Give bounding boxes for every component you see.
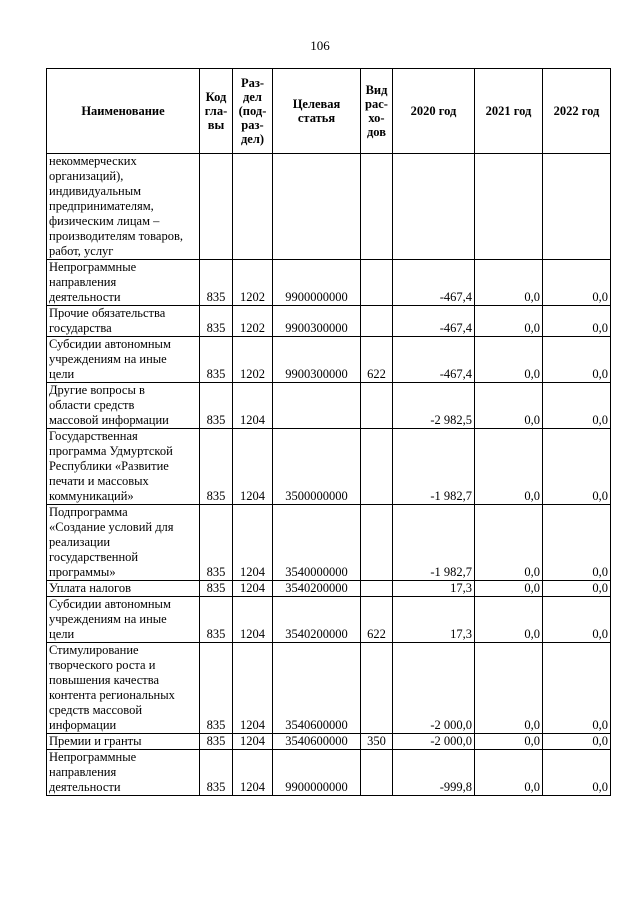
- cell-year-2020: -2 000,0: [393, 643, 475, 734]
- cell-chapter-code: 835: [200, 260, 233, 306]
- table-row: [47, 734, 611, 750]
- cell-chapter-code: 835: [200, 383, 233, 429]
- header-expense-type: Вид рас- хо- дов: [361, 69, 393, 154]
- cell-year-2022: 0,0: [543, 429, 611, 505]
- cell-year-2022: 0,0: [543, 643, 611, 734]
- cell-year-2022: 0,0: [543, 750, 611, 796]
- cell-year-2022: 0,0: [543, 337, 611, 383]
- cell-year-2021: 0,0: [475, 734, 543, 750]
- cell-name: Субсидии автономным учреждениям на иные цели: [47, 597, 200, 643]
- cell-chapter-code: 835: [200, 337, 233, 383]
- cell-section: 1204: [233, 505, 273, 581]
- table-row: [47, 505, 611, 581]
- cell-year-2020: -2 982,5: [393, 383, 475, 429]
- cell-expense-type: 622: [361, 597, 393, 643]
- cell-expense-type: [361, 260, 393, 306]
- cell-year-2020: 17,3: [393, 597, 475, 643]
- cell-expense-type: 622: [361, 337, 393, 383]
- cell-year-2020: -467,4: [393, 337, 475, 383]
- cell-target-article: 9900300000: [273, 306, 361, 337]
- cell-section: 1204: [233, 750, 273, 796]
- cell-name: Непрограммные направления деятельности: [47, 260, 200, 306]
- cell-section: 1204: [233, 429, 273, 505]
- cell-year-2021: 0,0: [475, 337, 543, 383]
- cell-target-article: 3540000000: [273, 505, 361, 581]
- header-name: Наименование: [47, 69, 200, 154]
- cell-section: 1202: [233, 337, 273, 383]
- cell-chapter-code: 835: [200, 306, 233, 337]
- cell-expense-type: [361, 429, 393, 505]
- cell-target-article: 9900000000: [273, 260, 361, 306]
- cell-target-article: [273, 383, 361, 429]
- cell-chapter-code: 835: [200, 581, 233, 597]
- table-row: [47, 750, 611, 796]
- table-row: [47, 260, 611, 306]
- table-header-row: [47, 69, 611, 154]
- cell-section: 1204: [233, 597, 273, 643]
- cell-name: Государственная программа Удмуртской Республики «Развитие печати и массовых коммуникаций»: [47, 429, 200, 505]
- cell-year-2021: 0,0: [475, 597, 543, 643]
- cell-target-article: 3540200000: [273, 597, 361, 643]
- cell-year-2021: 0,0: [475, 306, 543, 337]
- cell-year-2020: [393, 154, 475, 260]
- cell-expense-type: [361, 643, 393, 734]
- cell-year-2020: -1 982,7: [393, 429, 475, 505]
- table-row: [47, 581, 611, 597]
- table-row: [47, 643, 611, 734]
- header-section: Раз- дел (под- раз- дел): [233, 69, 273, 154]
- cell-section: 1204: [233, 581, 273, 597]
- cell-chapter-code: 835: [200, 734, 233, 750]
- cell-name: Премии и гранты: [47, 734, 200, 750]
- cell-year-2020: -467,4: [393, 306, 475, 337]
- cell-expense-type: [361, 505, 393, 581]
- cell-section: 1204: [233, 734, 273, 750]
- cell-year-2021: 0,0: [475, 643, 543, 734]
- cell-section: 1204: [233, 643, 273, 734]
- cell-chapter-code: [200, 154, 233, 260]
- cell-target-article: 3540600000: [273, 734, 361, 750]
- cell-year-2020: -467,4: [393, 260, 475, 306]
- cell-target-article: [273, 154, 361, 260]
- budget-table: [46, 68, 611, 796]
- header-chapter-code: Код гла- вы: [200, 69, 233, 154]
- cell-year-2022: 0,0: [543, 383, 611, 429]
- cell-year-2022: 0,0: [543, 260, 611, 306]
- cell-target-article: 3500000000: [273, 429, 361, 505]
- cell-expense-type: [361, 750, 393, 796]
- cell-year-2021: 0,0: [475, 581, 543, 597]
- table-row: [47, 154, 611, 260]
- cell-year-2020: -999,8: [393, 750, 475, 796]
- cell-expense-type: [361, 383, 393, 429]
- cell-year-2021: [475, 154, 543, 260]
- header-target-article: Целевая статья: [273, 69, 361, 154]
- page-number: 106: [310, 38, 330, 53]
- cell-name: некоммерческих организаций), индивидуальным предпринимателям, физическим лицам – производителям товаров, работ, услуг: [47, 154, 200, 260]
- cell-year-2020: 17,3: [393, 581, 475, 597]
- cell-target-article: 3540200000: [273, 581, 361, 597]
- cell-year-2021: 0,0: [475, 750, 543, 796]
- cell-section: 1202: [233, 306, 273, 337]
- cell-year-2020: -2 000,0: [393, 734, 475, 750]
- header-year-2021: 2021 год: [475, 69, 543, 154]
- cell-name: Субсидии автономным учреждениям на иные цели: [47, 337, 200, 383]
- cell-year-2022: 0,0: [543, 734, 611, 750]
- table-row: [47, 597, 611, 643]
- cell-target-article: 9900300000: [273, 337, 361, 383]
- cell-expense-type: [361, 306, 393, 337]
- cell-name: Прочие обязательства государства: [47, 306, 200, 337]
- cell-year-2021: 0,0: [475, 429, 543, 505]
- cell-name: Другие вопросы в области средств массовой информации: [47, 383, 200, 429]
- cell-chapter-code: 835: [200, 643, 233, 734]
- cell-expense-type: 350: [361, 734, 393, 750]
- cell-target-article: 3540600000: [273, 643, 361, 734]
- cell-name: Стимулирование творческого роста и повышения качества контента региональных средств массовой информации: [47, 643, 200, 734]
- cell-year-2021: 0,0: [475, 505, 543, 581]
- cell-expense-type: [361, 581, 393, 597]
- cell-chapter-code: 835: [200, 429, 233, 505]
- cell-section: 1204: [233, 383, 273, 429]
- cell-year-2022: 0,0: [543, 581, 611, 597]
- cell-section: 1202: [233, 260, 273, 306]
- cell-section: [233, 154, 273, 260]
- header-year-2020: 2020 год: [393, 69, 475, 154]
- table-row: [47, 429, 611, 505]
- cell-chapter-code: 835: [200, 505, 233, 581]
- cell-year-2020: -1 982,7: [393, 505, 475, 581]
- cell-year-2021: 0,0: [475, 260, 543, 306]
- header-year-2022: 2022 год: [543, 69, 611, 154]
- table-row: [47, 383, 611, 429]
- table-body: [47, 154, 611, 796]
- cell-name: Уплата налогов: [47, 581, 200, 597]
- cell-chapter-code: 835: [200, 750, 233, 796]
- cell-year-2022: 0,0: [543, 306, 611, 337]
- cell-name: Подпрограмма «Создание условий для реализации государственной программы»: [47, 505, 200, 581]
- cell-name: Непрограммные направления деятельности: [47, 750, 200, 796]
- cell-year-2022: 0,0: [543, 505, 611, 581]
- cell-target-article: 9900000000: [273, 750, 361, 796]
- cell-year-2022: [543, 154, 611, 260]
- table-row: [47, 306, 611, 337]
- table-row: [47, 337, 611, 383]
- cell-expense-type: [361, 154, 393, 260]
- cell-year-2022: 0,0: [543, 597, 611, 643]
- cell-year-2021: 0,0: [475, 383, 543, 429]
- cell-chapter-code: 835: [200, 597, 233, 643]
